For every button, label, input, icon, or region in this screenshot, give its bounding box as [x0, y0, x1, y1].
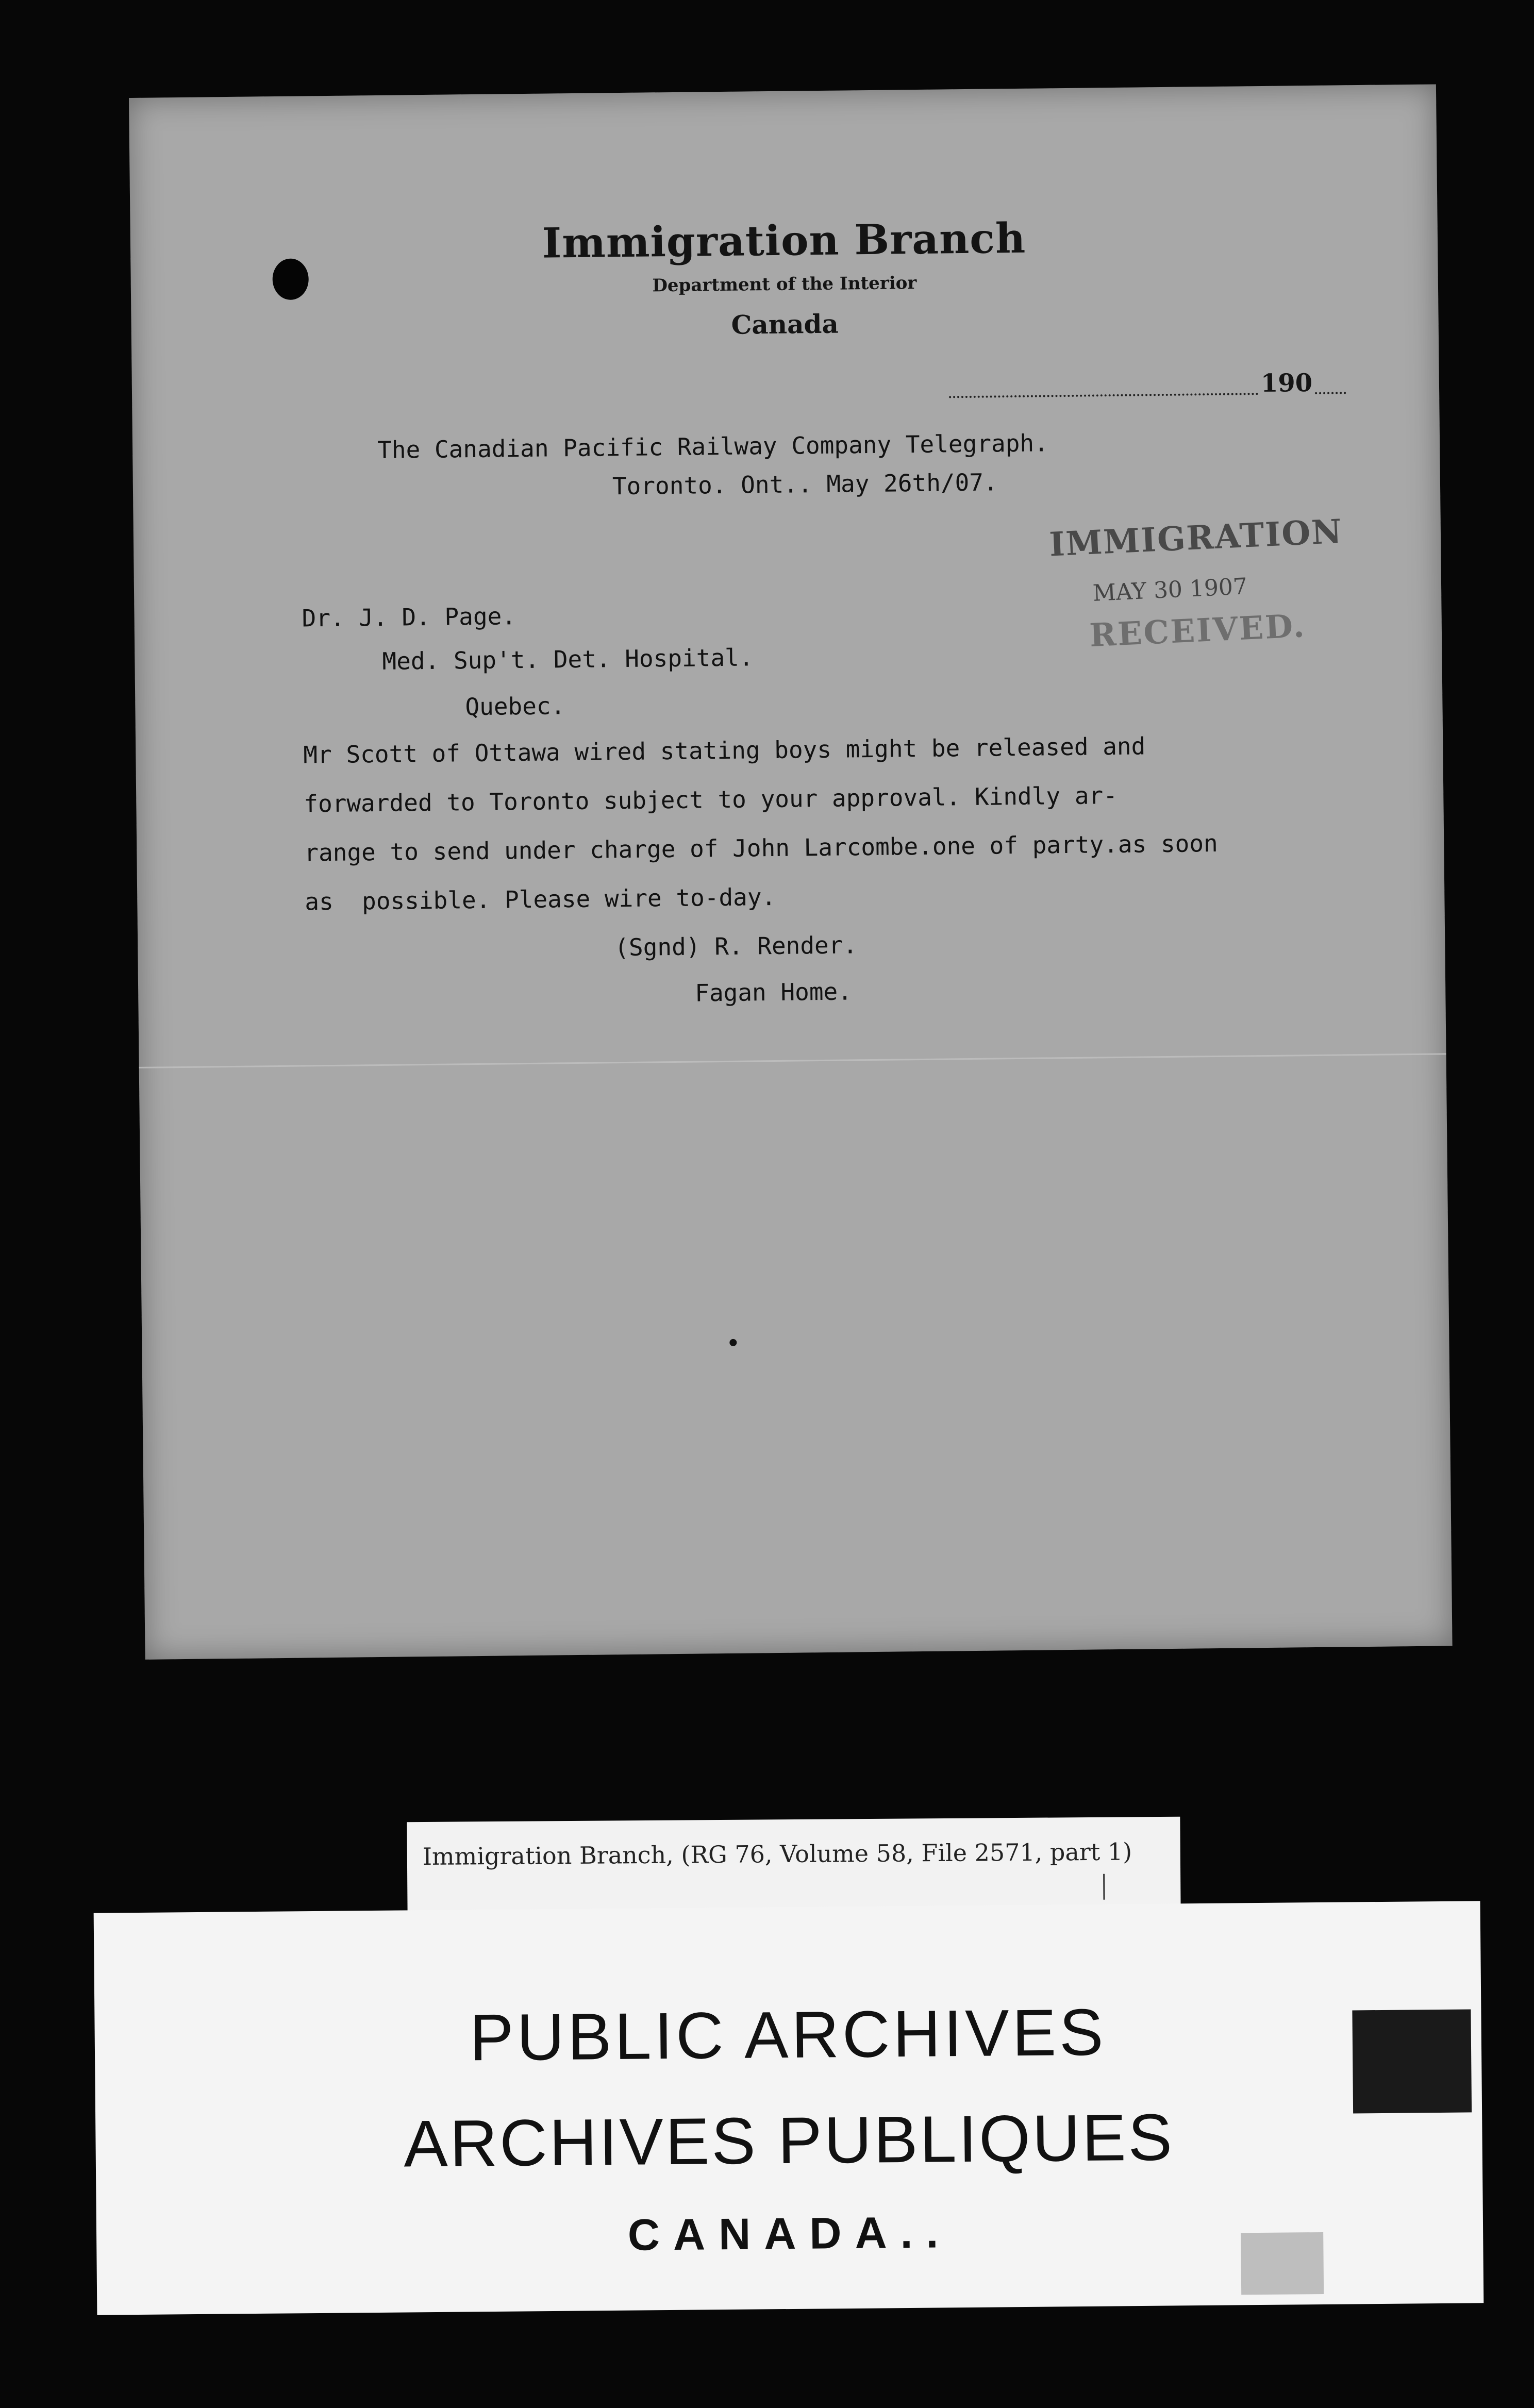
label-dark-tab [1352, 2009, 1472, 2113]
archives-line-english: PUBLIC ARCHIVES [469, 1995, 1107, 2075]
signature-org: Fagan Home. [694, 977, 853, 1007]
stamp-received: RECEIVED. [1089, 607, 1307, 655]
body-line-2: forwarded to Toronto subject to your approval. Kindly ar- [304, 781, 1118, 818]
stamp-immigration: IMMIGRATION [1048, 512, 1344, 564]
telegram-letter-sheet [129, 84, 1453, 1659]
date-rule [949, 393, 1258, 398]
addressee-name: Dr. J. D. Page. [302, 602, 516, 632]
reference-text: Immigration Branch, (RG 76, Volume 58, File 2571, part 1) [422, 1837, 1132, 1871]
letterhead-department: Department of the Interior [652, 273, 917, 296]
date-year-prefix: 190 [1260, 368, 1313, 398]
letterhead-title: Immigration Branch [542, 213, 1026, 267]
body-line-1: Mr Scott of Ottawa wired stating boys might be released and [303, 732, 1146, 769]
addressee-city: Quebec. [465, 692, 565, 721]
label-smudge [1241, 2232, 1324, 2295]
body-line-4: as possible. Please wire to-day. [305, 882, 776, 916]
archives-line-french: ARCHIVES PUBLIQUES [403, 2100, 1175, 2181]
archives-label [94, 1901, 1484, 2315]
date-rule-end [1315, 392, 1346, 394]
body-line-3: range to send under charge of John Larcombe.one of party.as soon [304, 829, 1218, 867]
telegram-header: The Canadian Pacific Railway Company Telegraph. [377, 429, 1049, 464]
addressee-title: Med. Sup't. Det. Hospital. [382, 643, 754, 675]
reference-mark [1103, 1874, 1105, 1900]
place-date: Toronto. Ont.. May 26th/07. [612, 468, 998, 500]
letterhead [130, 208, 1439, 349]
letterhead-country: Canada [731, 308, 839, 340]
received-stamp [1048, 512, 1344, 670]
signature: (Sgnd) R. Render. [614, 931, 858, 962]
reference-tag [407, 1817, 1180, 1915]
date-line [949, 366, 1341, 401]
fold-line [139, 1053, 1446, 1068]
archives-line-country: CANADA.. [627, 2208, 952, 2260]
ink-dot [729, 1339, 737, 1346]
stamp-date: MAY 30 1907 [1092, 573, 1248, 607]
